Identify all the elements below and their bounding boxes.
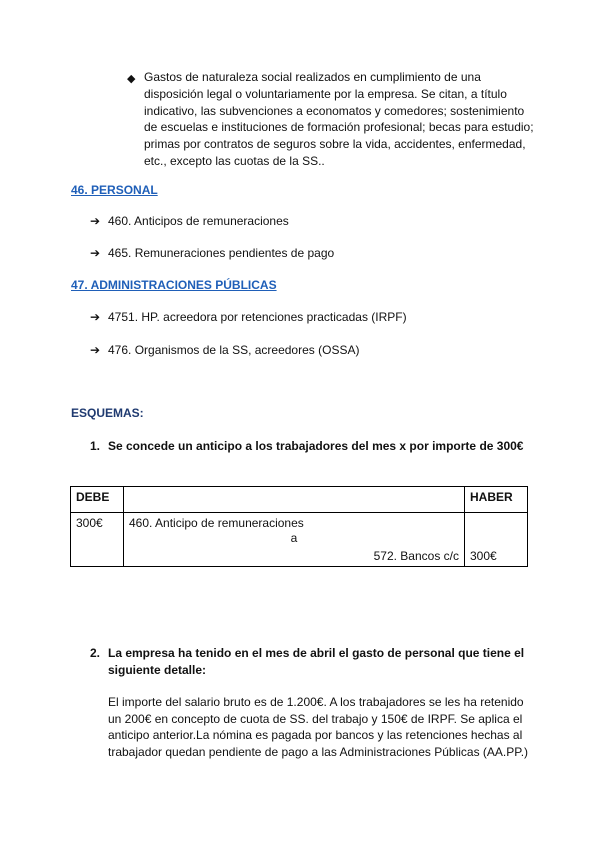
exercise-2-text-line1: La empresa ha tenido en el mes de abril el gasto de personal que tiene el (108, 646, 525, 660)
right-arrow-icon: ➔ (90, 343, 101, 357)
bullet-text: Gastos de naturaleza social realizados en cumplimiento de una disposición legal o voluntariamente por la empresa. Se citan, a título indicativo, las subvenciones a economatos y comedores; sostenimiento de escuelas e instituciones de formación profesional; becas para estudio; primas por contratos de seguros sobre la vida, accidentes, enfermedad, etc., excepto las cuotas de la SS.. (144, 70, 534, 168)
haber-amount: 300€ (465, 513, 528, 567)
debit-account: 460. Anticipo de remuneraciones (129, 516, 304, 530)
list-item (90, 310, 407, 324)
list-item (90, 343, 359, 357)
exercise-2 (90, 645, 535, 679)
list-item (90, 246, 334, 260)
exercise-1 (90, 438, 523, 455)
connector: a (290, 531, 298, 545)
exercise-1-number: 1. (90, 439, 101, 453)
list-item-label: 465. Remuneraciones pendientes de pago (108, 246, 335, 260)
journal-entry-table (70, 486, 528, 567)
entry-description (124, 513, 465, 567)
header-empty (124, 487, 465, 513)
exercise-2-text-line2: siguiente detalle: (108, 662, 207, 677)
diamond-bullet-icon: ◆ (127, 73, 136, 85)
exercise-2-number: 2. (90, 646, 101, 660)
section-46-heading[interactable]: 46. PERSONAL (71, 183, 158, 197)
section-47-heading[interactable]: 47. ADMINISTRACIONES PÚBLICAS (71, 278, 277, 292)
right-arrow-icon: ➔ (90, 246, 101, 260)
exercise-1-text: Se concede un anticipo a los trabajadores del mes x por importe de 300€ (108, 439, 524, 453)
list-item (90, 214, 289, 228)
exercise-2-detail: El importe del salario bruto es de 1.200€. A los trabajadores se les ha retenido un 200€ en concepto de cuota de SS. del trabajo y 150€ de IRPF. Se aplica el anticipo anterior.La nómina es pagada por bancos y las retenciones hechas al trabajador quedan pendiente de pago a las Administraciones Públicas (AA.PP.) (108, 695, 529, 759)
list-item-label: 476. Organismos de la SS, acreedores (OSSA) (108, 343, 360, 357)
right-arrow-icon: ➔ (90, 214, 101, 228)
debe-amount: 300€ (71, 513, 124, 567)
header-haber: HABER (465, 487, 528, 513)
list-item-label: 460. Anticipos de remuneraciones (108, 214, 289, 228)
right-arrow-icon: ➔ (90, 310, 101, 324)
credit-account: 572. Bancos c/c (373, 549, 459, 563)
esquemas-title: ESQUEMAS: (71, 406, 144, 420)
bullet-paragraph (127, 69, 537, 170)
header-debe: DEBE (71, 487, 124, 513)
list-item-label: 4751. HP. acreedora por retenciones practicadas (IRPF) (108, 310, 407, 324)
